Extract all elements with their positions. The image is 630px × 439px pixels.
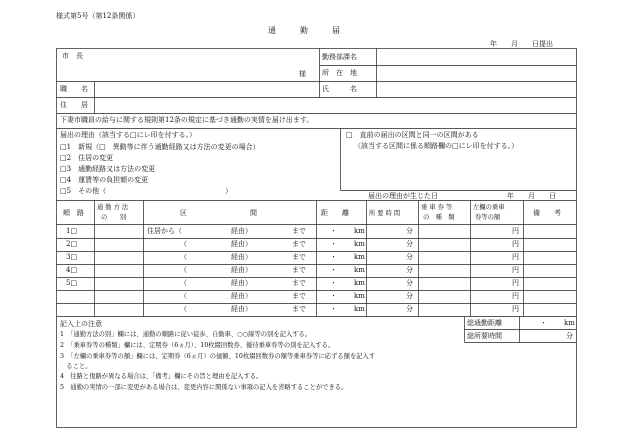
- total-time-label: 総所要時間: [467, 332, 502, 340]
- dept-label: 勤務部課名: [322, 53, 357, 61]
- row-from: （: [180, 266, 187, 274]
- total-distance-dot: ・: [540, 319, 547, 327]
- location-label: 所 在 地: [322, 69, 357, 77]
- total-distance-unit: km: [564, 319, 575, 327]
- row-yen: 円: [512, 305, 519, 313]
- row-dot: ・: [330, 292, 337, 300]
- header-method: 通 勤 方 法: [97, 204, 129, 211]
- row-yen: 円: [512, 279, 519, 287]
- row-via: 経由）: [231, 266, 252, 274]
- row-yen: 円: [512, 266, 519, 274]
- form-number: 様式第5号（第12条関係）: [56, 12, 140, 20]
- header-time: 所 要 時 間: [369, 210, 401, 217]
- row-dot: ・: [330, 266, 337, 274]
- note-item: ること。: [60, 363, 92, 370]
- notes-heading: 記入上の注意: [60, 320, 102, 328]
- submission-date: 年 月 日提出: [490, 40, 553, 48]
- row-min: 分: [406, 227, 413, 235]
- row-min: 分: [406, 292, 413, 300]
- header-ticket-2: の 種 類: [423, 214, 455, 221]
- reason-item: □3 通勤経路又は方法の変更: [60, 165, 156, 173]
- reason-item: □4 運賃等の負担額の変更: [60, 176, 149, 184]
- header-fare: 左欄の乗車: [473, 204, 505, 211]
- row-to: まで: [292, 227, 306, 235]
- row-order[interactable]: 2□: [66, 240, 78, 248]
- header-section: 区 間: [180, 209, 257, 217]
- row-order[interactable]: 4□: [66, 266, 78, 274]
- row-via: 経由）: [231, 240, 252, 248]
- row-km: km: [354, 305, 365, 313]
- row-min: 分: [406, 266, 413, 274]
- addressee: 市 長: [62, 52, 83, 60]
- row-min: 分: [406, 279, 413, 287]
- name-label: 氏 名: [322, 85, 357, 93]
- row-from: （: [180, 240, 187, 248]
- total-time-unit: 分: [566, 332, 573, 340]
- header-method-2: の 別: [101, 214, 127, 221]
- note-item: 3 「左欄の乗車券等の額」欄には、定期券（6ヵ月）の価額、10枚綴回数券の額等乗車券等に応ずる額を記入す: [60, 353, 376, 360]
- row-via: 経由）: [231, 253, 252, 261]
- header-order: 順 路: [63, 209, 84, 217]
- reasons-heading: 届出の理由（該当する□にレ印を付する。）: [60, 131, 197, 139]
- row-order[interactable]: 5□: [66, 279, 78, 287]
- row-to: まで: [292, 240, 306, 248]
- note-item: 1 「通勤方法の別」欄には、通勤の順路に従い徒歩、自動車、○○線等の別を記入する。: [60, 331, 312, 338]
- row-km: km: [354, 279, 365, 287]
- row-via: 経由）: [231, 279, 252, 287]
- note-item: 4 往路と復路が異なる場合は、「備考」欄にその旨と理由を記入する。: [60, 373, 263, 380]
- row-yen: 円: [512, 240, 519, 248]
- row-min: 分: [406, 253, 413, 261]
- row-dot: ・: [330, 305, 337, 313]
- header-ticket: 乗 車 券 等: [421, 204, 453, 211]
- header-remarks: 備 考: [533, 209, 561, 217]
- reason-item: □1 新規（□ 異動等に伴う通勤経路又は方法の変更の場合）: [60, 143, 260, 151]
- row-yen: 円: [512, 253, 519, 261]
- row-dot: ・: [330, 253, 337, 261]
- row-from: （: [180, 253, 187, 261]
- row-via: 経由）: [231, 227, 252, 235]
- note-item: 2 「乗車券等の種類」欄には、定期券（6ヵ月）、10枚綴回数券、優待乗車券等の別を記入する。: [60, 342, 335, 349]
- row-min: 分: [406, 240, 413, 248]
- row-km: km: [354, 292, 365, 300]
- header-distance: 距 離: [321, 209, 349, 217]
- row-from: （: [180, 292, 187, 300]
- statement-text: 下妻市職員の給与に関する規則第12条の規定に基づき通勤の実情を届け出ます。: [60, 116, 314, 124]
- row-km: km: [354, 240, 365, 248]
- header-fare-2: 券等の額: [475, 214, 501, 221]
- row-to: まで: [292, 305, 306, 313]
- row-order[interactable]: 1□: [66, 227, 78, 235]
- form-title: 通 勤 届: [268, 26, 340, 35]
- row-km: km: [354, 266, 365, 274]
- row-dot: ・: [330, 279, 337, 287]
- row-from: （: [180, 279, 187, 287]
- row-km: km: [354, 227, 365, 235]
- same-section-item: □ 直前の届出の区間と同一の区間がある: [346, 131, 479, 139]
- occurred-label: 届出の理由が生じた日: [368, 192, 438, 200]
- row-yen: 円: [512, 227, 519, 235]
- occurred-date: 年 月 日: [507, 192, 556, 200]
- total-distance-label: 総通勤距離: [467, 319, 502, 327]
- row-km: km: [354, 253, 365, 261]
- same-section-note: （該当する区間に係る順路欄の□にレ印を付する。）: [354, 142, 519, 150]
- row-min: 分: [406, 305, 413, 313]
- row-via: 経由）: [231, 305, 252, 313]
- note-item: 5 通勤の実情の一部に変更がある場合は、変更内容に関係ない事項の記入を省略することができる。: [60, 384, 348, 391]
- row-to: まで: [292, 253, 306, 261]
- post-label: 職 名: [60, 85, 88, 93]
- row-yen: 円: [512, 292, 519, 300]
- addressee-suffix: 様: [299, 70, 306, 78]
- row-order[interactable]: 3□: [66, 253, 78, 261]
- address-label: 住 居: [60, 101, 88, 109]
- reason-item: □2 住居の変更: [60, 154, 114, 162]
- row-from: （: [180, 305, 187, 313]
- row-to: まで: [292, 266, 306, 274]
- row-to: まで: [292, 279, 306, 287]
- reason-item: □5 その他（ ）: [60, 187, 233, 195]
- row-to: まで: [292, 292, 306, 300]
- row-from: 住居から（: [147, 227, 182, 235]
- row-dot: ・: [330, 227, 337, 235]
- row-via: 経由）: [231, 292, 252, 300]
- row-dot: ・: [330, 240, 337, 248]
